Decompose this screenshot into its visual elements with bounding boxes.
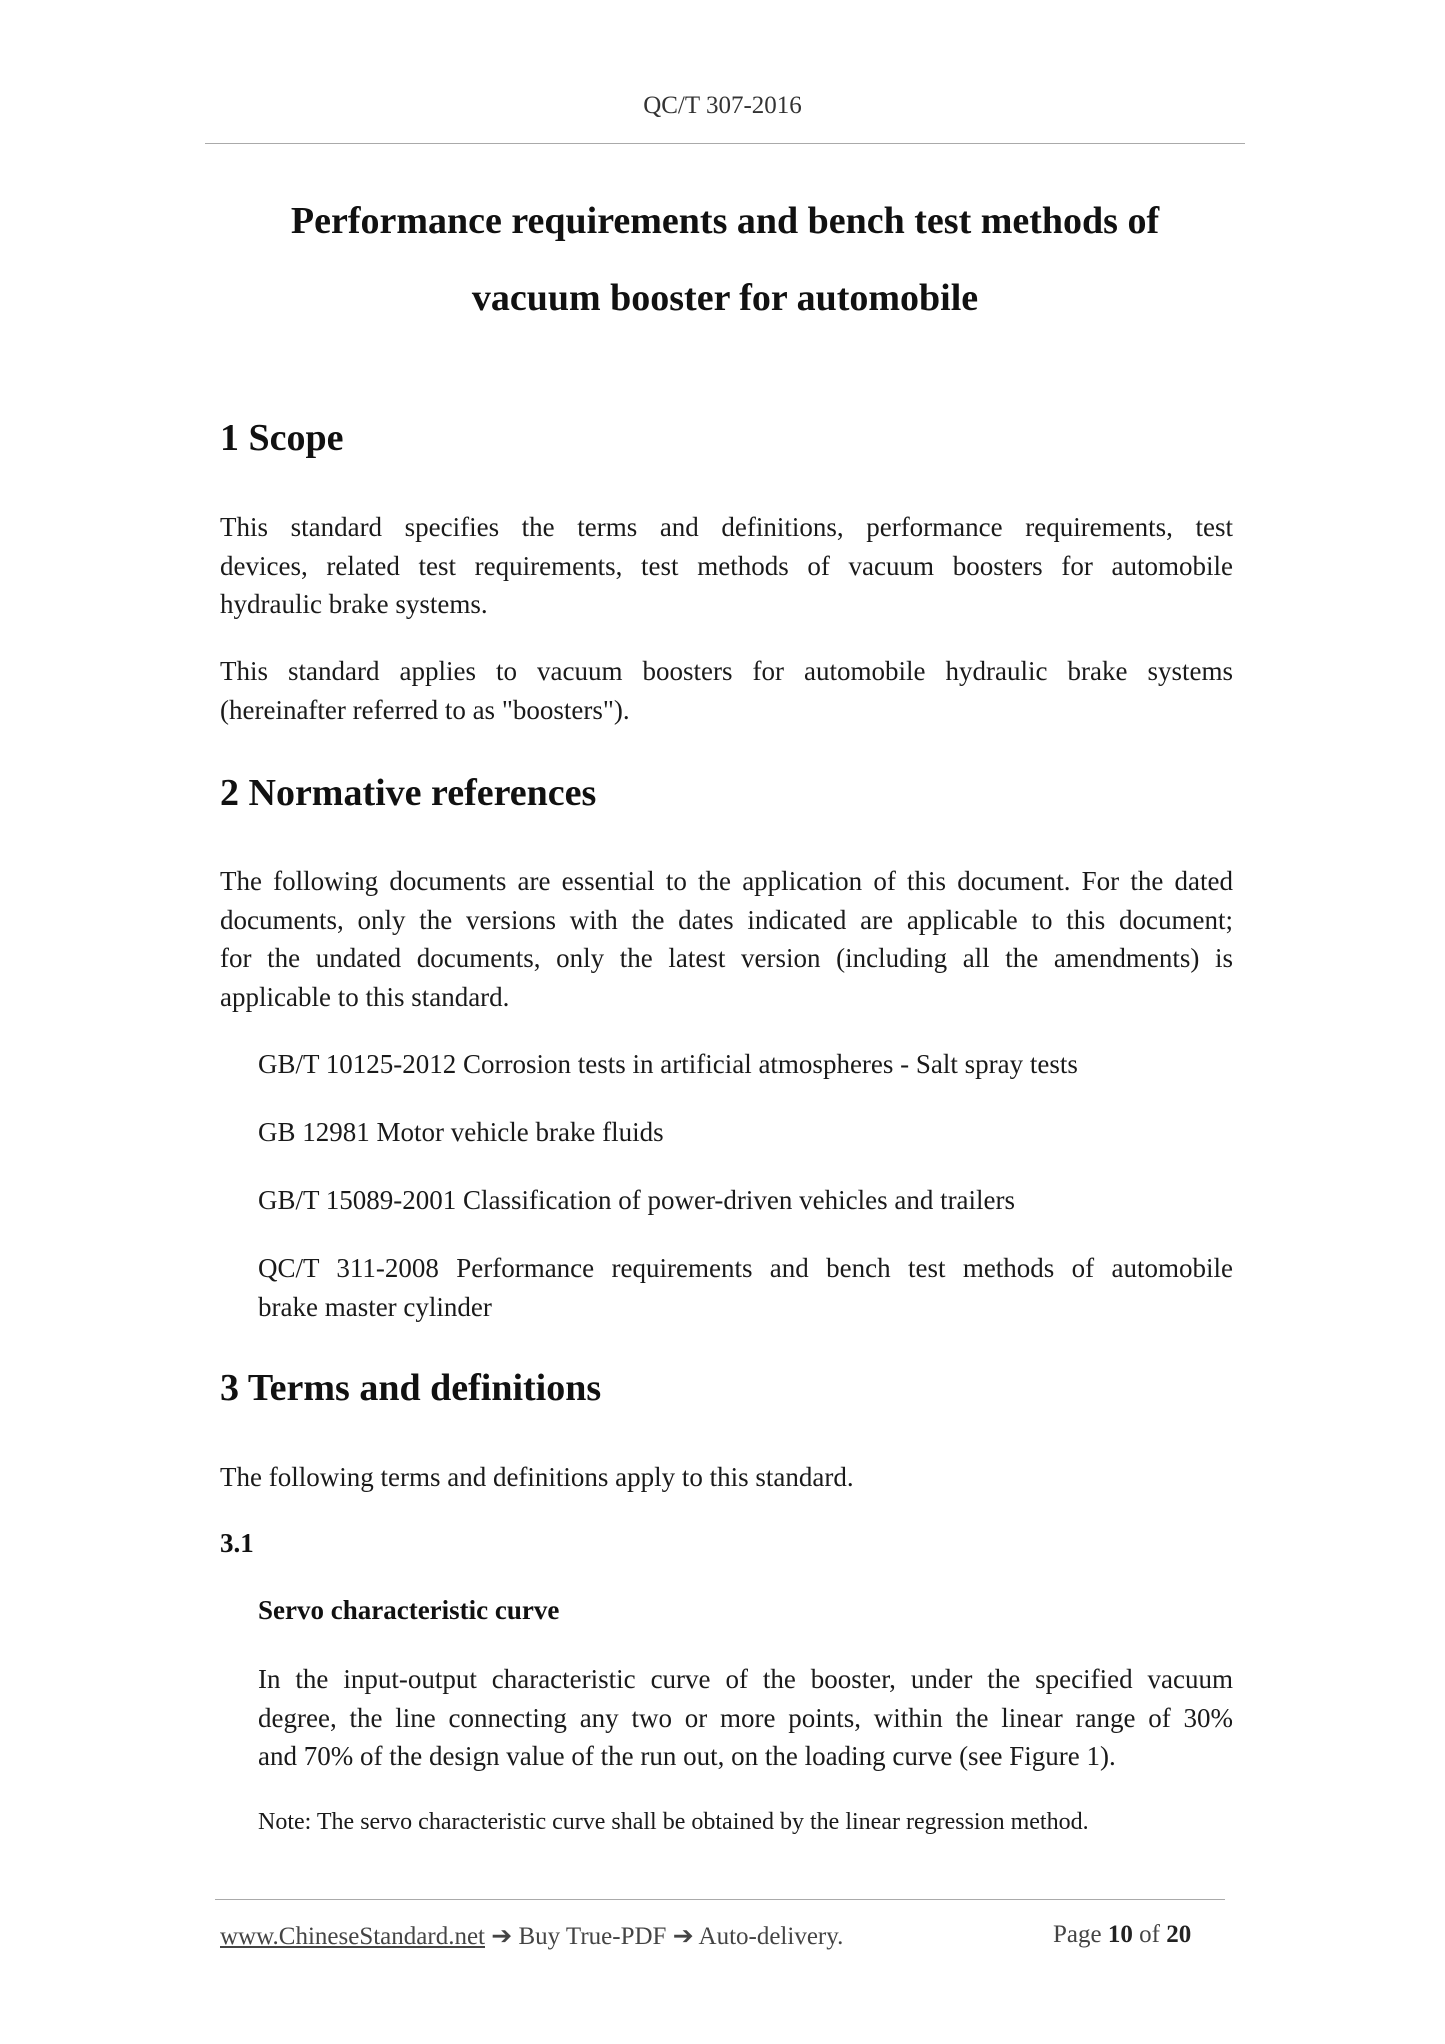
scope-p1-line: hydraulic brake systems. <box>220 589 488 619</box>
term-definition <box>258 1660 1233 1776</box>
definition-line: In the input-output characteristic curve of the booster, under the specified vacuum <box>258 1664 1233 1694</box>
scope-paragraph-1 <box>220 508 1233 624</box>
reference-item: GB 12981 Motor vehicle brake fluids <box>258 1117 664 1147</box>
normative-intro-line: applicable to this standard. <box>220 981 510 1012</box>
document-title <box>205 183 1245 337</box>
reference-item <box>258 1249 1233 1326</box>
header-standard-code: QC/T 307-2016 <box>643 92 802 119</box>
definition-line: degree, the line connecting any two or more points, within the linear range of 30% <box>258 1702 1233 1733</box>
scope-p1-line: This standard specifies the terms and definitions, performance requirements, test <box>220 512 1233 542</box>
current-page-number: 10 <box>1107 1921 1133 1948</box>
terms-intro: The following terms and definitions apply to this standard. <box>220 1462 854 1492</box>
of-word: of <box>1139 1921 1160 1948</box>
normative-intro-paragraph <box>220 862 1233 1016</box>
reference-item: GB/T 10125-2012 Corrosion tests in artificial atmospheres - Salt spray tests <box>258 1049 1078 1079</box>
term-note: Note: The servo characteristic curve shall be obtained by the linear regression method. <box>258 1809 1089 1835</box>
section-heading-scope: 1 Scope <box>220 417 344 459</box>
page-word: Page <box>1053 1921 1102 1948</box>
arrow-right-icon: ➔ <box>491 1923 513 1950</box>
reference-item: GB/T 15089-2001 Classification of power-driven vehicles and trailers <box>258 1185 1016 1215</box>
title-line-2: vacuum booster for automobile <box>471 277 979 319</box>
scope-paragraph-2 <box>220 652 1233 729</box>
footer-divider <box>215 1899 1225 1900</box>
header-divider <box>205 143 1245 144</box>
scope-p1-line: devices, related test requirements, test methods of vacuum boosters for automobile <box>220 550 1233 581</box>
section-heading-terms-definitions: 3 Terms and definitions <box>220 1367 602 1409</box>
scope-p2-line: (hereinafter referred to as "boosters"). <box>220 694 630 725</box>
reference-line: brake master cylinder <box>258 1291 492 1322</box>
section-heading-normative-references: 2 Normative references <box>220 772 597 814</box>
scope-p2-line: This standard applies to vacuum boosters for automobile hydraulic brake systems <box>220 656 1233 686</box>
title-line-1: Performance requirements and bench test methods of <box>290 200 1160 242</box>
normative-intro-line: The following documents are essential to the application of this document. For the dated <box>220 866 1233 896</box>
definition-line: and 70% of the design value of the run out, on the loading curve (see Figure 1). <box>258 1741 1116 1771</box>
delivery-text: Auto-delivery. <box>698 1923 844 1950</box>
buy-text: Buy True-PDF <box>518 1923 667 1950</box>
normative-intro-line: documents, only the versions with the dates indicated are applicable to this document; <box>220 904 1233 935</box>
arrow-right-icon: ➔ <box>672 1923 694 1950</box>
term-title: Servo characteristic curve <box>258 1595 560 1625</box>
clause-number: 3.1 <box>220 1528 254 1558</box>
normative-intro-line: for the undated documents, only the latest version (including all the amendments) is <box>220 943 1233 973</box>
footer-promo <box>220 1921 843 1951</box>
total-page-count: 20 <box>1166 1921 1192 1948</box>
reference-line: QC/T 311-2008 Performance requirements and bench test methods of automobile <box>258 1253 1233 1283</box>
site-link[interactable]: www.ChineseStandard.net <box>220 1923 485 1950</box>
page-indicator <box>1053 1921 1191 1949</box>
